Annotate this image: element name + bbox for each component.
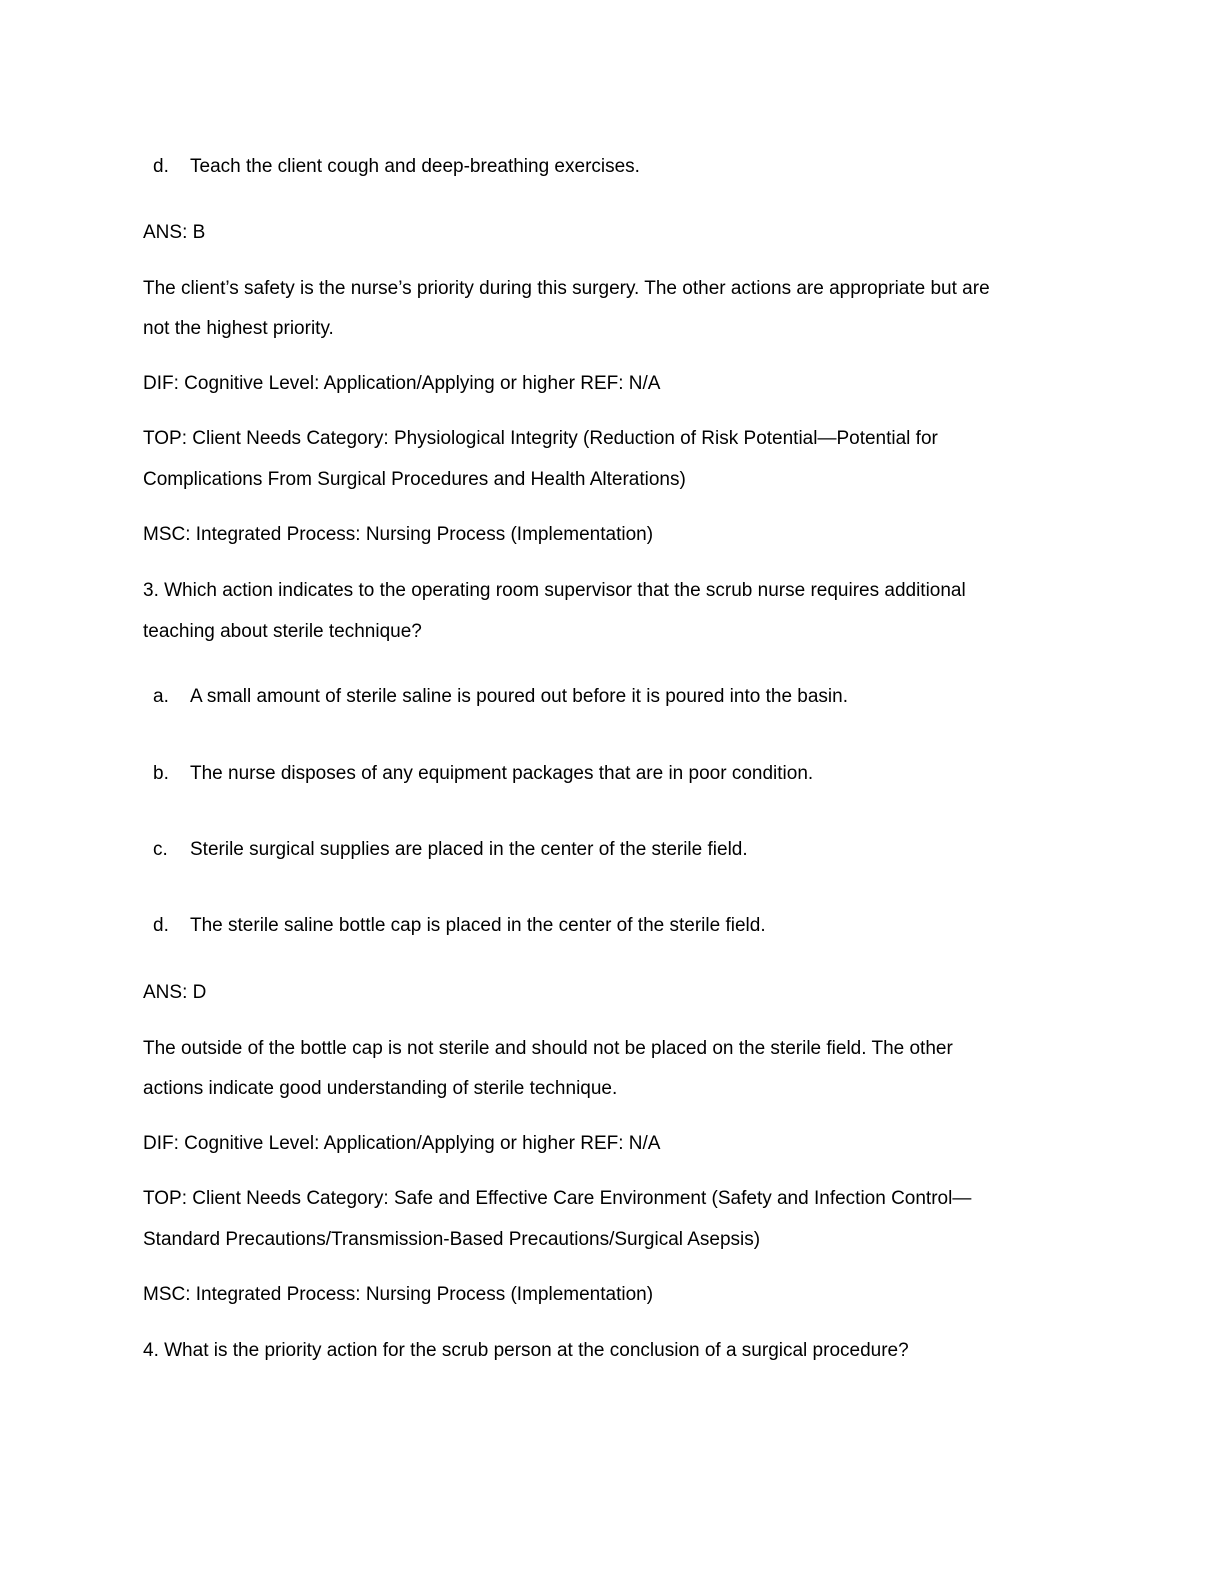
q2-topic-line-2: Complications From Surgical Procedures and Health Alterations) bbox=[143, 469, 686, 490]
q2-msc: MSC: Integrated Process: Nursing Process (Implementation) bbox=[143, 524, 654, 545]
q3-difficulty: DIF: Cognitive Level: Application/Applying or higher REF: N/A bbox=[143, 1133, 661, 1154]
q2-rationale-line-1: The client’s safety is the nurse’s priority during this surgery. The other actions are appropriate but are bbox=[143, 278, 990, 299]
option-letter: a. bbox=[153, 686, 169, 707]
q3-topic-line-1: TOP: Client Needs Category: Safe and Effective Care Environment (Safety and Infection Control— bbox=[143, 1188, 972, 1209]
option-letter: d. bbox=[153, 156, 169, 177]
q3-topic-line-2: Standard Precautions/Transmission-Based Precautions/Surgical Asepsis) bbox=[143, 1229, 761, 1250]
q2-rationale-line-2: not the highest priority. bbox=[143, 318, 334, 339]
q2-difficulty: DIF: Cognitive Level: Application/Applying or higher REF: N/A bbox=[143, 373, 661, 394]
q3-rationale-line-1: The outside of the bottle cap is not sterile and should not be placed on the sterile field. The other bbox=[143, 1038, 953, 1059]
option-text: The sterile saline bottle cap is placed in the center of the sterile field. bbox=[190, 915, 766, 936]
option-letter: b. bbox=[153, 763, 169, 784]
option-letter: c. bbox=[153, 839, 168, 860]
q3-msc: MSC: Integrated Process: Nursing Process (Implementation) bbox=[143, 1284, 654, 1305]
option-text: The nurse disposes of any equipment packages that are in poor condition. bbox=[190, 763, 814, 784]
q2-answer: ANS: B bbox=[143, 222, 206, 243]
option-text: Teach the client cough and deep-breathing exercises. bbox=[190, 156, 640, 177]
q3-question-line-2: teaching about sterile technique? bbox=[143, 621, 422, 642]
q3-answer: ANS: D bbox=[143, 982, 207, 1003]
option-text: A small amount of sterile saline is poured out before it is poured into the basin. bbox=[190, 686, 848, 707]
option-letter: d. bbox=[153, 915, 169, 936]
q4-question: 4. What is the priority action for the scrub person at the conclusion of a surgical procedure? bbox=[143, 1340, 909, 1361]
q3-question-line-1: 3. Which action indicates to the operating room supervisor that the scrub nurse requires additional bbox=[143, 580, 966, 601]
q2-topic-line-1: TOP: Client Needs Category: Physiological Integrity (Reduction of Risk Potential—Potential for bbox=[143, 428, 938, 449]
q3-rationale-line-2: actions indicate good understanding of sterile technique. bbox=[143, 1078, 618, 1099]
option-text: Sterile surgical supplies are placed in the center of the sterile field. bbox=[190, 839, 748, 860]
